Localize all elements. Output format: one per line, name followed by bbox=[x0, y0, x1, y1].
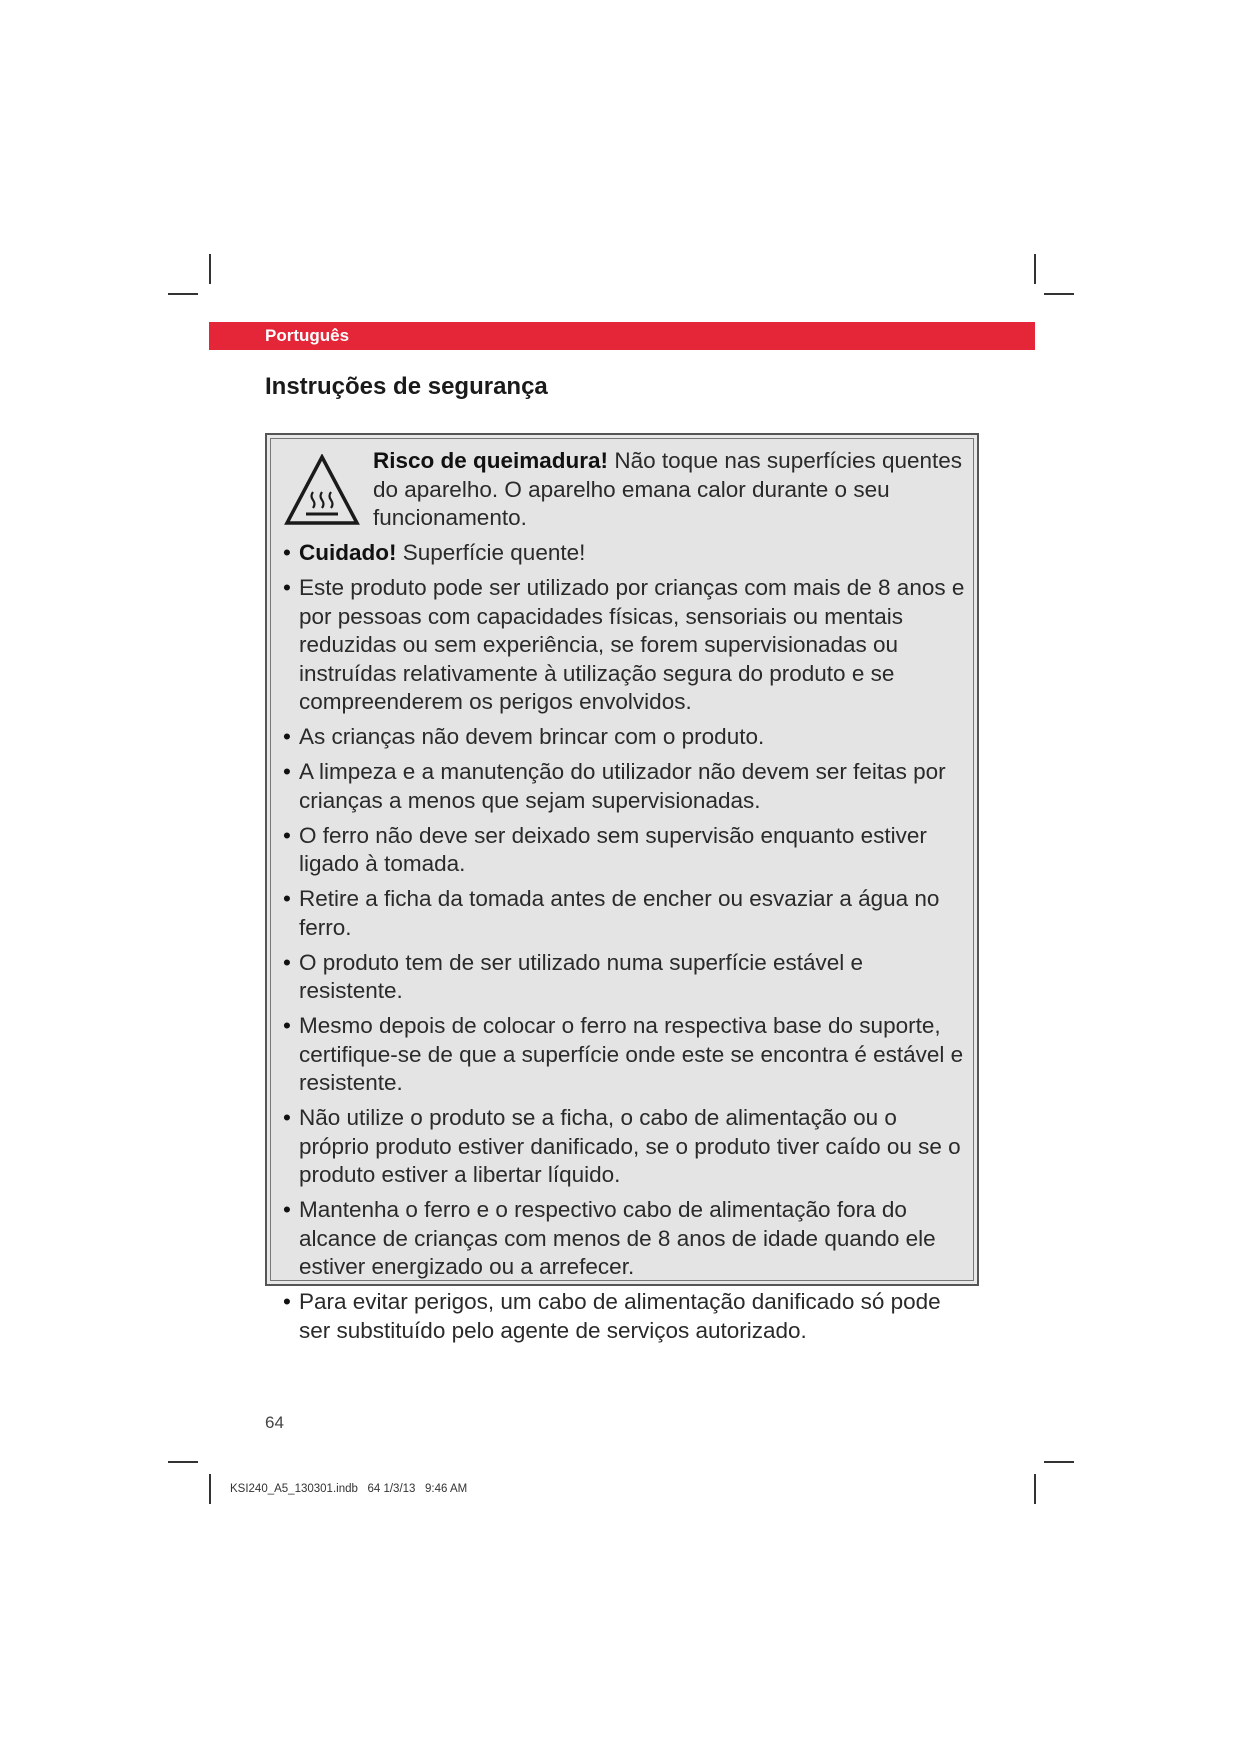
language-label: Português bbox=[265, 326, 350, 345]
list-item: • Mantenha o ferro e o respectivo cabo de alimentação fora do alcance de crianças com menos de 8 anos de idade quando ele estiver energizado ou a arrefecer. bbox=[283, 1196, 973, 1282]
section-title: Instruções de segurança bbox=[265, 373, 548, 400]
list-item: • Mesmo depois de colocar o ferro na respectiva base do suporte, certifique-se de que a superfície onde este se encontra é estável e resistente. bbox=[283, 1012, 973, 1098]
hot-surface-warning-icon bbox=[284, 454, 360, 526]
crop-mark-top-right-vertical bbox=[1034, 254, 1036, 284]
list-item: • Este produto pode ser utilizado por crianças com mais de 8 anos e por pessoas com capacidades físicas, sensoriais ou mentais reduzidas ou sem experiência, se forem supervisionadas ou instruídas relativamente à utilização segura do produto e se compreenderem os perigos envolvidos. bbox=[283, 574, 973, 717]
crop-mark-top-right-horizontal bbox=[1044, 293, 1074, 295]
crop-mark-bottom-left-horizontal bbox=[168, 1461, 198, 1463]
caution-text: Superfície quente! bbox=[396, 540, 586, 565]
page-number: 64 bbox=[265, 1413, 284, 1432]
print-imprint: KSI240_A5_130301.indb 64 1/3/13 9:46 AM bbox=[230, 1483, 468, 1495]
list-item: • Não utilize o produto se a ficha, o cabo de alimentação ou o próprio produto estiver danificado, se o produto tiver caído ou se o produto estiver a libertar líquido. bbox=[283, 1104, 973, 1190]
crop-mark-top-left-vertical bbox=[209, 254, 211, 284]
safety-bullet-list bbox=[283, 539, 973, 1352]
caution-title: Cuidado! bbox=[299, 540, 397, 565]
safety-box-inner bbox=[270, 438, 974, 1343]
list-item: • O ferro não deve ser deixado sem supervisão enquanto estiver ligado à tomada. bbox=[283, 822, 973, 879]
burn-risk-text: Não toque nas superfícies quentes do aparelho. O aparelho emana calor durante o seu funcionamento. bbox=[373, 448, 963, 530]
list-item: • A limpeza e a manutenção do utilizador não devem ser feitas por crianças a menos que sejam supervisionadas. bbox=[283, 758, 973, 815]
list-item: • Para evitar perigos, um cabo de alimentação danificado só pode ser substituído pelo agente de serviços autorizado. bbox=[283, 1288, 973, 1345]
list-item: • As crianças não devem brincar com o produto. bbox=[283, 723, 973, 752]
burn-risk-warning bbox=[373, 447, 963, 533]
list-item: • Retire a ficha da tomada antes de encher ou esvaziar a água no ferro. bbox=[283, 885, 973, 942]
list-item bbox=[283, 539, 973, 568]
burn-risk-title: Risco de queimadura! bbox=[373, 448, 609, 473]
crop-mark-top-left-horizontal bbox=[168, 293, 198, 295]
crop-mark-bottom-right-horizontal bbox=[1044, 1461, 1074, 1463]
list-item: • O produto tem de ser utilizado numa superfície estável e resistente. bbox=[283, 949, 973, 1006]
language-header-bar bbox=[209, 322, 1035, 350]
crop-mark-bottom-left-vertical bbox=[209, 1474, 211, 1504]
crop-mark-bottom-right-vertical bbox=[1034, 1474, 1036, 1504]
safety-instructions-box bbox=[265, 433, 979, 1343]
